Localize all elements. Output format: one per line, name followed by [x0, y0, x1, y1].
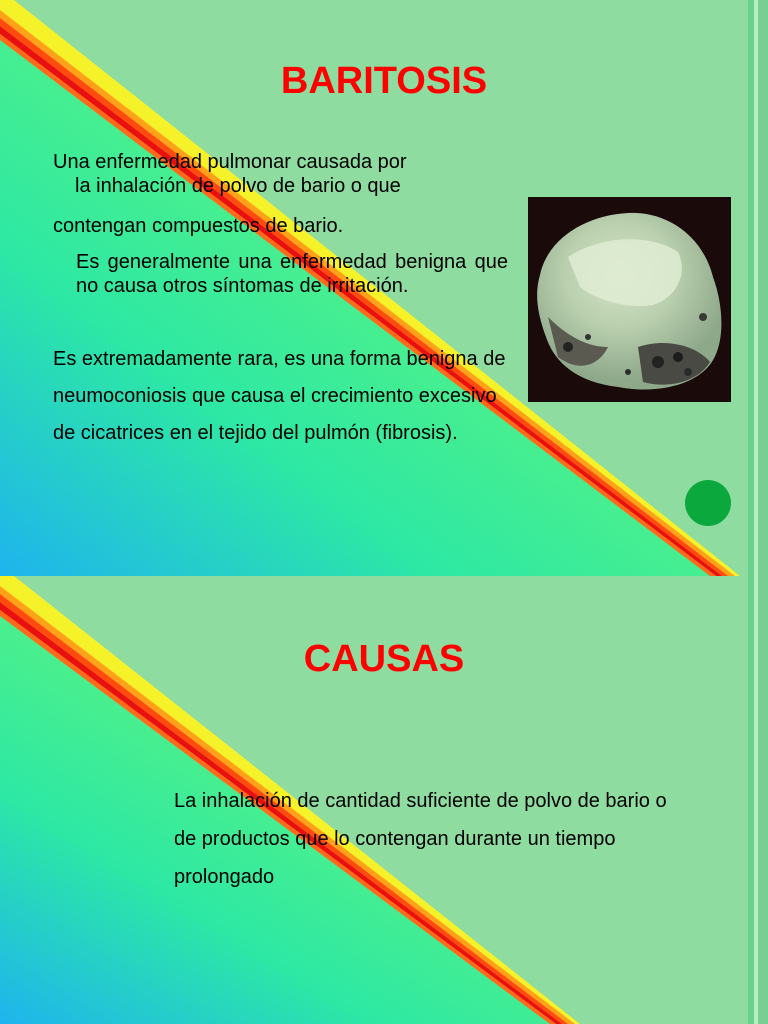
definition-line-2: la inhalación de polvo de bario o que: [75, 175, 401, 197]
definition-line-3: contengan compuestos de bario.: [53, 215, 344, 237]
barite-mineral-photo: [528, 197, 731, 402]
definition-line-1: Una enfermedad pulmonar causada por: [53, 151, 407, 173]
definition-paragraph: [53, 150, 509, 198]
rarity-paragraph: Es extremadamente rara, es una forma benigna de neumoconiosis que causa el crecimiento excesivo de cicatrices en el tejido del pulmón (fibrosis).: [53, 348, 506, 444]
page-title: BARITOSIS: [280, 60, 488, 102]
green-circle-decoration: [685, 480, 731, 526]
causes-paragraph: La inhalación de cantidad suficiente de polvo de bario o de productos que lo contengan durante un tiempo prolongado: [174, 790, 667, 888]
benign-paragraph: Es generalmente una enfermedad benigna que no causa otros síntomas de irritación.: [76, 251, 508, 297]
slide-causas: [0, 576, 768, 1024]
section-title: CAUSAS: [303, 638, 465, 680]
